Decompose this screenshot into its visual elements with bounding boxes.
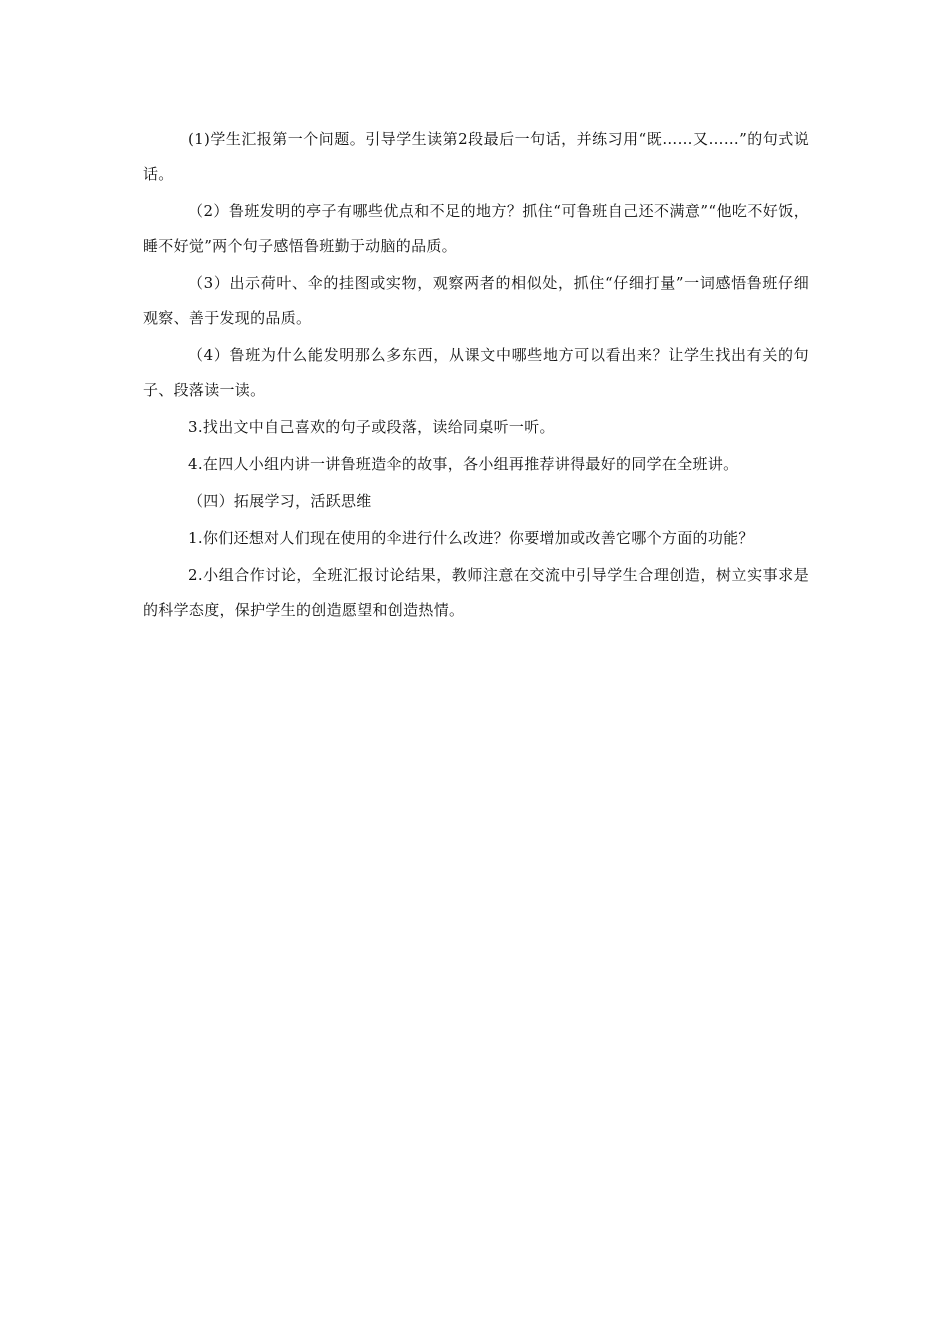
document-body <box>143 122 809 628</box>
paragraph-7: 1.你们还想对人们现在使用的伞进行什么改进？你要增加或改善它哪个方面的功能？ <box>188 529 754 547</box>
paragraph-2: （2）鲁班发明的亭子有哪些优点和不足的地方？抓住“可鲁班自己还不满意”“他吃不好饭，睡不好觉”两个句子感悟鲁班勤于动脑的品质。 <box>143 202 809 255</box>
paragraph-6: 4.在四人小组内讲一讲鲁班造伞的故事，各小组再推荐讲得最好的同学在全班讲。 <box>188 455 739 473</box>
paragraph-1: (1)学生汇报第一个问题。引导学生读第2段最后一句话，并练习用“既……又……”的句式说话。 <box>143 130 809 183</box>
paragraph-5: 3.找出文中自己喜欢的句子或段落，读给同桌听一听。 <box>188 418 555 436</box>
paragraph-4: （4）鲁班为什么能发明那么多东西，从课文中哪些地方可以看出来？让学生找出有关的句子、段落读一读。 <box>143 346 809 399</box>
section-heading: （四）拓展学习，活跃思维 <box>188 492 372 510</box>
paragraph-3: （3）出示荷叶、伞的挂图或实物，观察两者的相似处，抓住“仔细打量”一词感悟鲁班仔细观察、善于发现的品质。 <box>143 274 809 327</box>
paragraph-8: 2.小组合作讨论，全班汇报讨论结果，教师注意在交流中引导学生合理创造，树立实事求是的科学态度，保护学生的创造愿望和创造热情。 <box>143 566 809 619</box>
